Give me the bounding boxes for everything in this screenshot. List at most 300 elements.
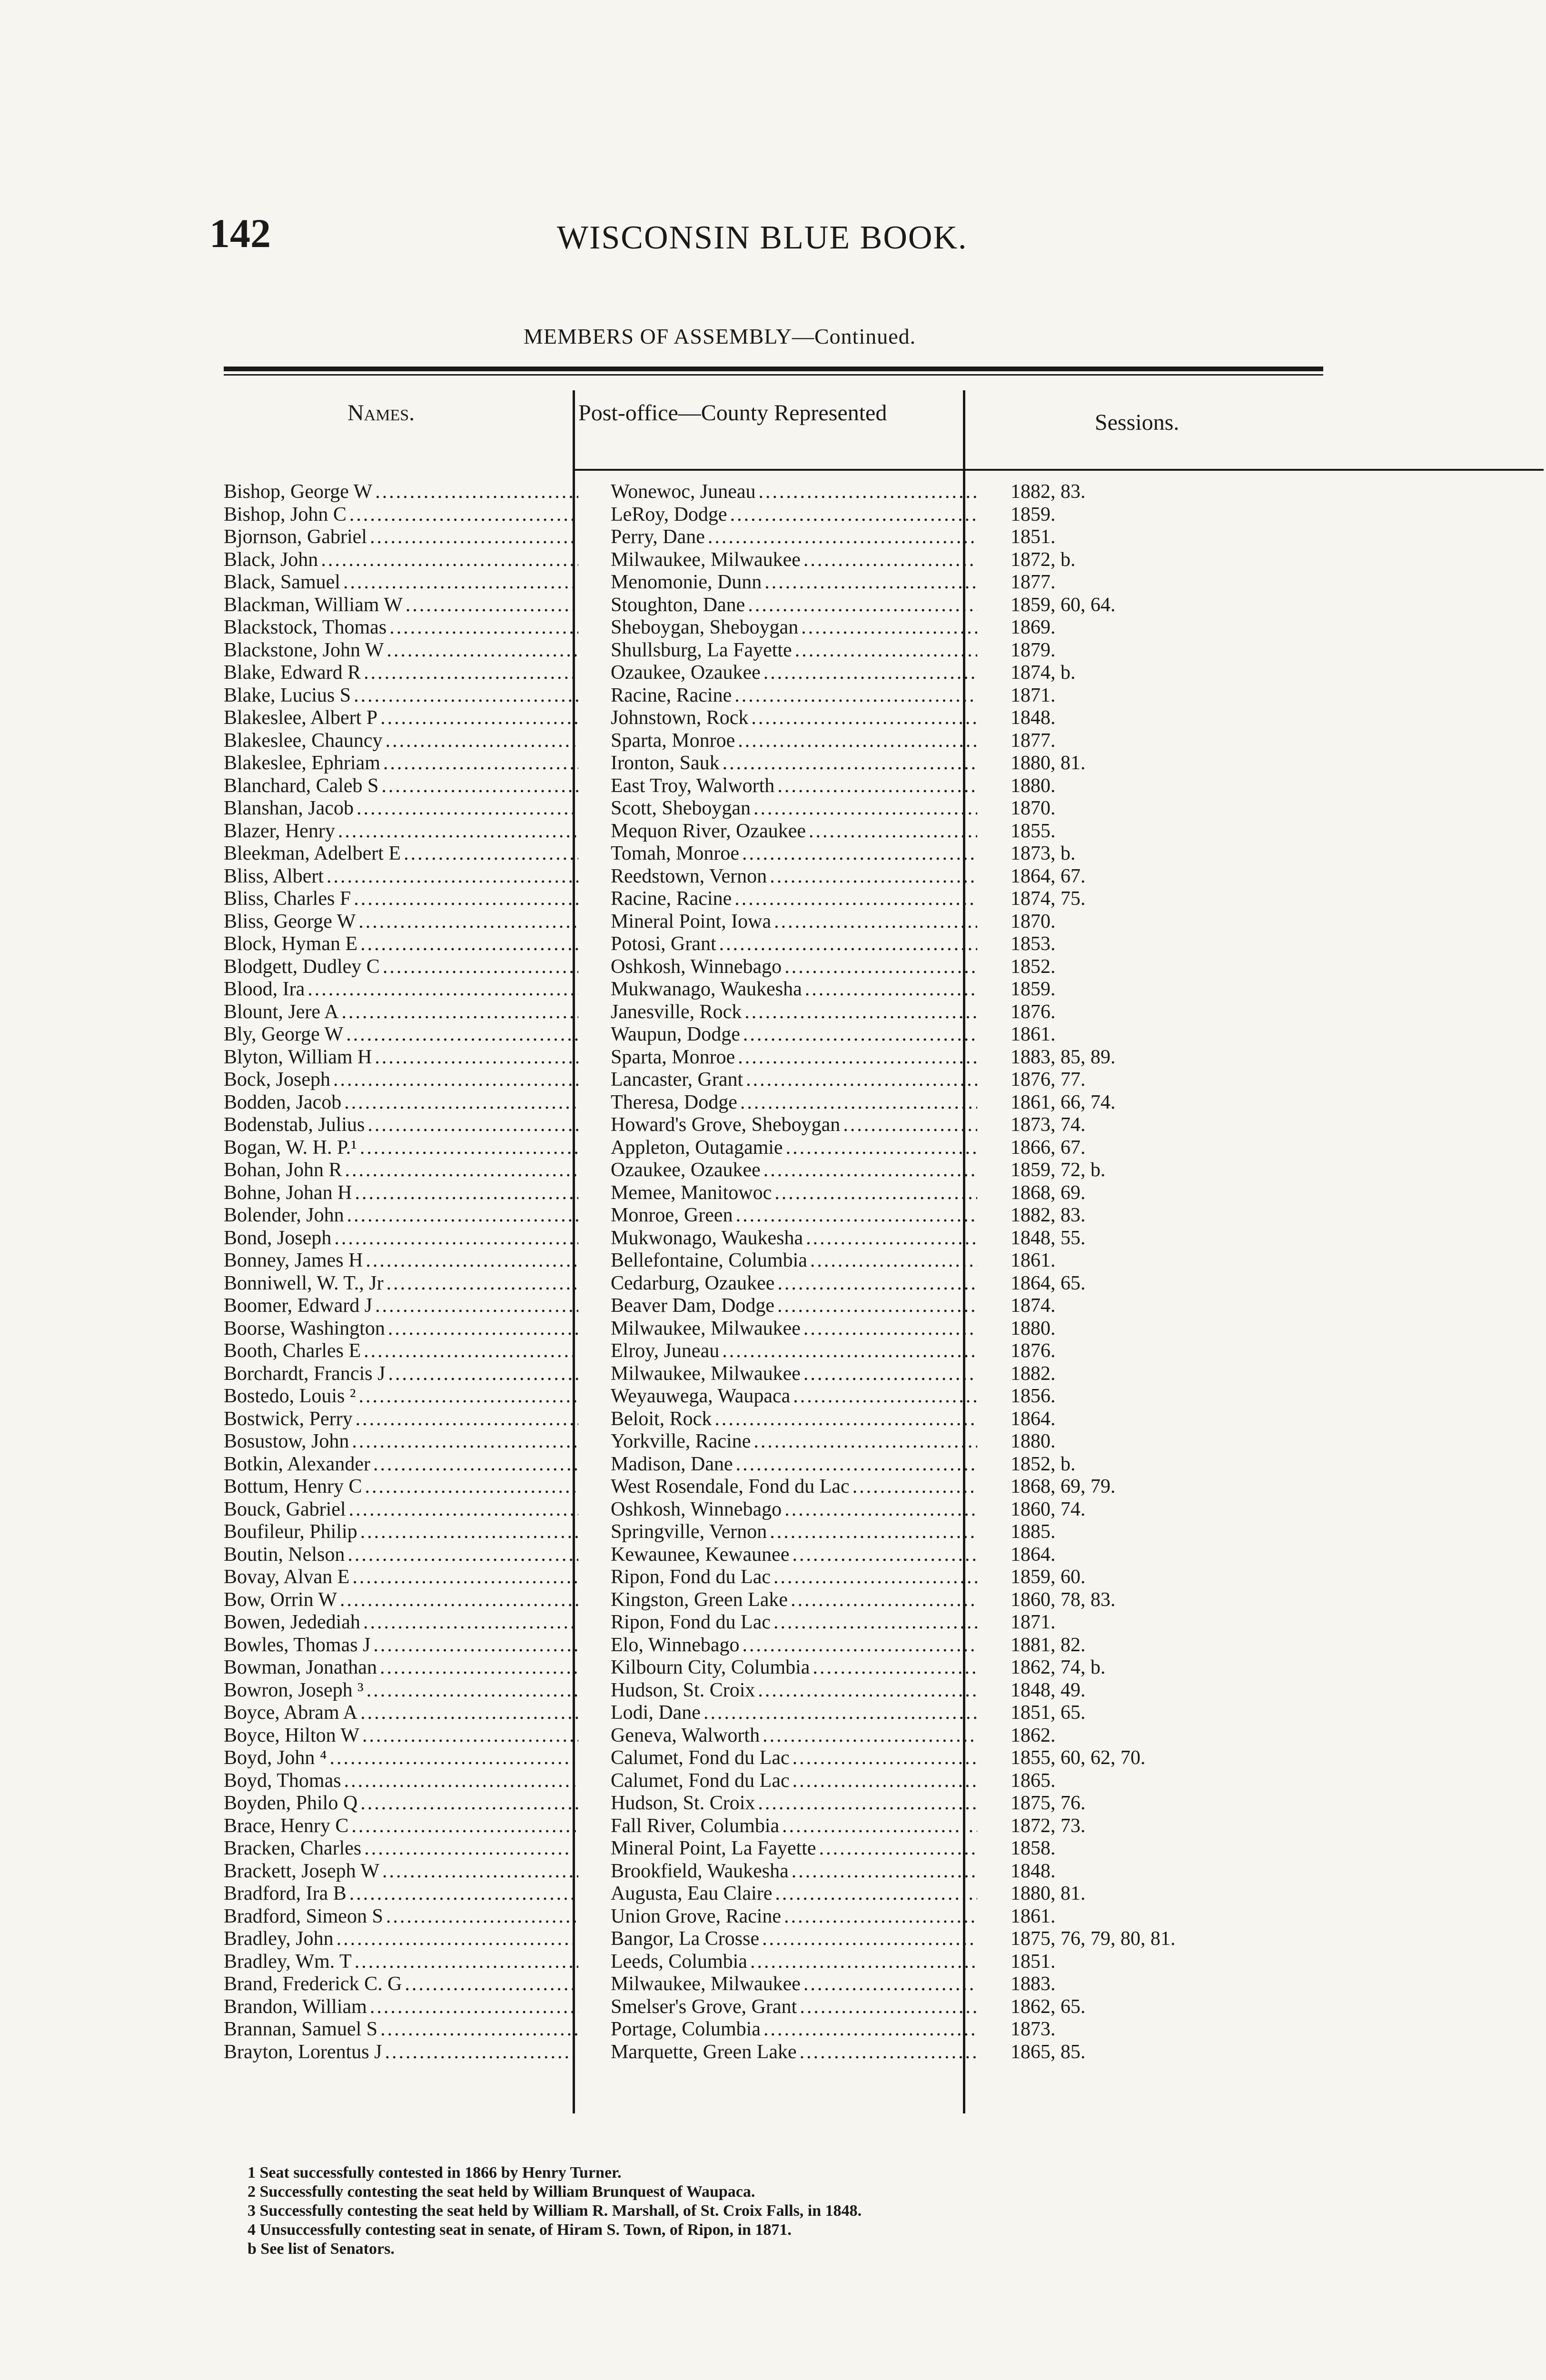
member-name: Bodenstab, Julius: [224, 1114, 365, 1136]
table-row: [224, 1001, 1323, 1024]
post-office-county-cell: [587, 775, 987, 798]
post-office-county: Elo, Winnebago: [611, 1634, 740, 1656]
post-office-county-cell: [587, 1069, 987, 1091]
leader-dots: [800, 2041, 977, 2064]
sessions: 1852.: [1011, 955, 1056, 978]
post-office-county: Johnstown, Rock: [611, 707, 749, 729]
leader-dots: [708, 526, 977, 549]
sessions: 1873, b.: [1011, 843, 1076, 864]
sessions-cell: [987, 481, 1277, 504]
member-name: Bly, George W: [224, 1023, 344, 1045]
leader-dots: [386, 639, 578, 662]
leader-dots: [704, 1702, 977, 1725]
leader-dots: [352, 1566, 578, 1589]
leader-dots: [819, 1837, 977, 1860]
table-row: [224, 911, 1323, 933]
sessions: 1852, b.: [1011, 1453, 1076, 1475]
sessions: 1861.: [1011, 1023, 1056, 1045]
leader-dots: [809, 820, 977, 843]
member-name: Brayton, Lorentus J: [224, 2041, 382, 2063]
member-name: Bogan, W. H. P.¹: [224, 1136, 357, 1159]
post-office-county: Ripon, Fond du Lac: [611, 1566, 771, 1588]
sessions: 1882.: [1011, 1362, 1056, 1385]
member-name: Bohne, Johan H: [224, 1181, 352, 1204]
leader-dots: [341, 1001, 578, 1024]
sessions-cell: [987, 1295, 1277, 1318]
sessions: 1880.: [1011, 774, 1056, 797]
sessions: 1859, 60, 64.: [1011, 594, 1116, 616]
table-row: [224, 526, 1323, 549]
sessions: 1880, 81.: [1011, 752, 1086, 774]
table-row: [224, 1227, 1323, 1250]
leader-dots: [803, 549, 977, 572]
member-name: Blakeslee, Albert P: [224, 707, 378, 729]
leader-dots: [343, 571, 578, 594]
post-office-county-cell: [587, 978, 987, 1001]
member-name: Blake, Lucius S: [224, 684, 351, 706]
sessions-cell: [987, 775, 1277, 798]
member-name: Blakeslee, Chauncy: [224, 729, 383, 752]
post-office-county: Reedstown, Vernon: [611, 865, 767, 887]
post-office-county-cell: [587, 1905, 987, 1928]
member-name: Bolender, John: [224, 1204, 344, 1226]
post-office-county: Madison, Dane: [611, 1453, 733, 1475]
member-name: Bowron, Joseph ³: [224, 1679, 364, 1701]
member-name-cell: [224, 1295, 587, 1318]
member-name-cell: [224, 1001, 587, 1024]
table-row: [224, 1996, 1323, 2019]
sessions: 1868, 69, 79.: [1011, 1476, 1116, 1497]
table-row: [224, 1770, 1323, 1793]
table-row: [224, 616, 1323, 639]
leader-dots: [357, 797, 578, 820]
sessions-cell: [987, 1114, 1277, 1137]
member-name-cell: [224, 1159, 587, 1182]
leader-dots: [714, 1408, 977, 1431]
table-row: [224, 933, 1323, 956]
leader-dots: [362, 1725, 578, 1747]
leader-dots: [738, 730, 977, 753]
post-office-county-cell: [587, 1589, 987, 1612]
table-row: [224, 504, 1323, 526]
member-name: Boomer, Edward J: [224, 1295, 373, 1317]
post-office-county-cell: [587, 1837, 987, 1860]
post-office-county: Tomah, Monroe: [611, 843, 740, 864]
sessions: 1860, 74.: [1011, 1498, 1086, 1520]
sessions: 1883, 85, 89.: [1011, 1046, 1116, 1068]
sessions-cell: [987, 1046, 1277, 1069]
leader-dots: [307, 978, 578, 1001]
post-office-county: Potosi, Grant: [611, 933, 716, 955]
post-office-county-cell: [587, 1725, 987, 1747]
sessions: 1851.: [1011, 1950, 1056, 1973]
leader-dots: [380, 2018, 578, 2041]
post-office-county-cell: [587, 1521, 987, 1544]
post-office-county: Shullsburg, La Fayette: [611, 639, 792, 661]
leader-dots: [763, 662, 977, 684]
sessions: 1880.: [1011, 1430, 1056, 1452]
post-office-county: LeRoy, Dodge: [611, 503, 727, 526]
post-office-county-cell: [587, 1996, 987, 2019]
sessions: 1871.: [1011, 1611, 1056, 1633]
post-office-county: Milwaukee, Milwaukee: [611, 548, 801, 571]
sessions: 1872, 73.: [1011, 1815, 1086, 1837]
table-row: [224, 1430, 1323, 1453]
post-office-county: Wonewoc, Juneau: [611, 481, 756, 503]
sessions-cell: [987, 2041, 1277, 2064]
member-name-cell: [224, 888, 587, 911]
post-office-county-cell: [587, 2018, 987, 2041]
leader-dots: [358, 1385, 578, 1408]
member-name-cell: [224, 1408, 587, 1431]
member-name-cell: [224, 1340, 587, 1363]
post-office-county: Fall River, Columbia: [611, 1815, 780, 1837]
sessions-cell: [987, 1566, 1277, 1589]
table-row: [224, 843, 1323, 865]
member-name-cell: [224, 865, 587, 888]
member-name: Bovay, Alvan E: [224, 1566, 350, 1588]
leader-dots: [364, 1837, 578, 1860]
member-name: Blake, Edward R: [224, 662, 361, 684]
post-office-county-cell: [587, 1204, 987, 1227]
post-office-county-cell: [587, 797, 987, 820]
member-name-cell: [224, 1566, 587, 1589]
member-name-cell: [224, 1951, 587, 1973]
post-office-county: Ripon, Fond du Lac: [611, 1611, 771, 1633]
sessions: 1855, 60, 62, 70.: [1011, 1747, 1146, 1769]
table-row: [224, 1023, 1323, 1046]
member-name-cell: [224, 1883, 587, 1905]
member-name-cell: [224, 1544, 587, 1567]
sessions-cell: [987, 526, 1277, 549]
sessions-cell: [987, 865, 1277, 888]
post-office-county: Kilbourn City, Columbia: [611, 1656, 810, 1678]
table-row: [224, 549, 1323, 572]
member-name: Blanchard, Caleb S: [224, 774, 379, 797]
sessions-cell: [987, 1250, 1277, 1272]
post-office-county: Ozaukee, Ozaukee: [611, 662, 761, 684]
post-office-county-cell: [587, 1634, 987, 1657]
post-office-county-cell: [587, 865, 987, 888]
member-name: Blodgett, Dudley C: [224, 955, 380, 978]
post-office-county-cell: [587, 1702, 987, 1725]
leader-dots: [784, 1498, 977, 1521]
post-office-county-cell: [587, 662, 987, 684]
sessions-cell: [987, 1815, 1277, 1838]
sessions: 1851, 65.: [1011, 1702, 1086, 1724]
leader-dots: [360, 933, 578, 956]
post-office-county: Weyauwega, Waupaca: [611, 1385, 791, 1407]
table-row: [224, 1634, 1323, 1657]
table-row: [224, 1385, 1323, 1408]
post-office-county-cell: [587, 1001, 987, 1024]
post-office-county-cell: [587, 1318, 987, 1340]
sessions: 1859.: [1011, 978, 1056, 1000]
member-name-cell: [224, 684, 587, 707]
leader-dots: [762, 1928, 977, 1951]
post-office-county-cell: [587, 843, 987, 865]
sessions: 1859.: [1011, 503, 1056, 526]
member-name: Boyd, John ⁴: [224, 1747, 327, 1769]
member-name: Bostwick, Perry: [224, 1408, 353, 1430]
member-name: Bowles, Thomas J: [224, 1634, 371, 1656]
member-name: Bostedo, Louis ²: [224, 1385, 356, 1407]
table-row: [224, 1702, 1323, 1725]
sessions-cell: [987, 1883, 1277, 1905]
sessions: 1874, b.: [1011, 662, 1076, 684]
footnotes: [248, 2163, 1295, 2259]
sessions-cell: [987, 1860, 1277, 1883]
table-row: [224, 662, 1323, 684]
sessions-cell: [987, 1476, 1277, 1498]
post-office-county: Beaver Dam, Dodge: [611, 1295, 775, 1317]
leader-dots: [386, 1905, 578, 1928]
table-row: [224, 684, 1323, 707]
post-office-county: Scott, Sheboygan: [611, 797, 751, 819]
sessions: 1851.: [1011, 526, 1056, 548]
sessions-cell: [987, 1227, 1277, 1250]
sessions: 1862.: [1011, 1724, 1056, 1746]
leader-dots: [367, 1114, 578, 1137]
leader-dots: [373, 1453, 578, 1476]
sessions-cell: [987, 1611, 1277, 1634]
sessions: 1859, 60.: [1011, 1566, 1086, 1588]
leader-dots: [349, 504, 578, 526]
post-office-county-cell: [587, 1973, 987, 1996]
leader-dots: [748, 594, 977, 617]
leader-dots: [775, 1883, 977, 1905]
post-office-county-cell: [587, 1928, 987, 1951]
member-name-cell: [224, 1792, 587, 1815]
member-name: Blackstock, Thomas: [224, 616, 387, 638]
post-office-county-cell: [587, 1860, 987, 1883]
member-name: Bonniwell, W. T., Jr: [224, 1272, 384, 1294]
leader-dots: [340, 1589, 578, 1612]
sessions-cell: [987, 1385, 1277, 1408]
leader-dots: [344, 1770, 578, 1793]
post-office-county: Hudson, St. Croix: [611, 1679, 755, 1701]
member-name: Bradley, Wm. T: [224, 1950, 352, 1973]
member-name-cell: [224, 752, 587, 775]
member-name-cell: [224, 549, 587, 572]
leader-dots: [773, 1611, 977, 1634]
sessions-cell: [987, 1069, 1277, 1091]
member-name-cell: [224, 594, 587, 617]
leader-dots: [381, 775, 578, 798]
table-row: [224, 730, 1323, 753]
member-name-cell: [224, 1521, 587, 1544]
post-office-county-cell: [587, 616, 987, 639]
table-row: [224, 1498, 1323, 1521]
leader-dots: [784, 1905, 977, 1928]
leader-dots: [347, 1544, 578, 1567]
leader-dots: [354, 888, 578, 911]
member-name-cell: [224, 1747, 587, 1770]
member-name: Boyce, Abram A: [224, 1702, 358, 1724]
leader-dots: [360, 1137, 578, 1160]
post-office-county: West Rosendale, Fond du Lac: [611, 1476, 850, 1497]
sessions: 1858.: [1011, 1837, 1056, 1859]
sessions-cell: [987, 1001, 1277, 1024]
leader-dots: [774, 1182, 977, 1205]
member-name: Blanshan, Jacob: [224, 797, 354, 819]
leader-dots: [723, 752, 977, 775]
sessions: 1873.: [1011, 2018, 1056, 2040]
member-name-cell: [224, 2041, 587, 2064]
leader-dots: [750, 1951, 977, 1973]
post-office-county-cell: [587, 481, 987, 504]
leader-dots: [389, 616, 578, 639]
leader-dots: [852, 1476, 977, 1498]
leader-dots: [813, 1656, 977, 1679]
assembly-members-table: [224, 390, 1323, 2128]
member-name-cell: [224, 730, 587, 753]
table-row: [224, 2041, 1323, 2064]
post-office-county: Smelser's Grove, Grant: [611, 1995, 797, 2018]
member-name: Brandon, William: [224, 1995, 367, 2018]
table-row: [224, 481, 1323, 504]
sessions: 1864.: [1011, 1543, 1056, 1566]
member-name: Boyden, Philo Q: [224, 1792, 358, 1814]
member-name-cell: [224, 1725, 587, 1747]
member-name: Bodden, Jacob: [224, 1091, 342, 1113]
post-office-county-cell: [587, 1951, 987, 1973]
table-row: [224, 1159, 1323, 1182]
sessions-cell: [987, 1272, 1277, 1295]
post-office-county: Marquette, Green Lake: [611, 2041, 797, 2063]
leader-dots: [744, 1001, 977, 1024]
sessions: 1873, 74.: [1011, 1114, 1086, 1136]
post-office-county: Elroy, Juneau: [611, 1340, 720, 1362]
post-office-county-cell: [587, 1091, 987, 1114]
member-name: Bliss, Charles F: [224, 888, 351, 910]
sessions-cell: [987, 1973, 1277, 1996]
post-office-county: Bangor, La Crosse: [611, 1928, 760, 1950]
leader-dots: [388, 1363, 578, 1386]
post-office-county-cell: [587, 1159, 987, 1182]
leader-dots: [770, 865, 977, 888]
leader-dots: [758, 1679, 977, 1702]
leader-dots: [801, 616, 977, 639]
post-office-county-cell: [587, 684, 987, 707]
leader-dots: [405, 1973, 578, 1996]
leader-dots: [330, 1747, 578, 1770]
leader-dots: [333, 1069, 578, 1091]
post-office-county: Ozaukee, Ozaukee: [611, 1159, 761, 1181]
member-name-cell: [224, 1182, 587, 1205]
leader-dots: [743, 1023, 977, 1046]
leader-dots: [334, 1227, 578, 1250]
sessions: 1848.: [1011, 1860, 1056, 1882]
sessions-cell: [987, 1589, 1277, 1612]
footnote: 4 Unsuccessfully contesting seat in senate, of Hiram S. Town, of Ripon, in 1871.: [248, 2221, 792, 2239]
leader-dots: [356, 1408, 578, 1431]
sessions: 1883.: [1011, 1973, 1056, 1995]
leader-dots: [719, 933, 977, 956]
member-name: Bow, Orrin W: [224, 1588, 337, 1611]
member-name-cell: [224, 1498, 587, 1521]
table-row: [224, 1046, 1323, 1069]
member-name: Brannan, Samuel S: [224, 2018, 378, 2040]
sessions: 1874, 75.: [1011, 888, 1086, 910]
leader-dots: [375, 1295, 578, 1318]
table-row: [224, 1837, 1323, 1860]
member-name: Booth, Charles E: [224, 1340, 361, 1362]
sessions: 1861, 66, 74.: [1011, 1091, 1116, 1113]
leader-dots: [746, 1069, 977, 1091]
leader-dots: [742, 1634, 977, 1657]
sessions-cell: [987, 1182, 1277, 1205]
member-name: Bleekman, Adelbert E: [224, 843, 401, 864]
post-office-county-cell: [587, 1566, 987, 1589]
leader-dots: [806, 1227, 977, 1250]
post-office-county-cell: [587, 1250, 987, 1272]
table-subtitle: MEMBERS OF ASSEMBLY—Continued.: [524, 324, 916, 348]
member-name-cell: [224, 639, 587, 662]
post-office-county: Ironton, Sauk: [611, 752, 720, 774]
post-office-county: Oshkosh, Winnebago: [611, 955, 782, 978]
leader-dots: [800, 1996, 977, 2019]
post-office-county: Stoughton, Dane: [611, 594, 745, 616]
leader-dots: [803, 1973, 977, 1996]
member-name-cell: [224, 616, 587, 639]
member-name-cell: [224, 1069, 587, 1091]
post-office-county-cell: [587, 1408, 987, 1431]
leader-dots: [382, 1860, 578, 1883]
member-name-cell: [224, 911, 587, 933]
member-name: Boutin, Nelson: [224, 1543, 345, 1566]
member-name-cell: [224, 1272, 587, 1295]
sessions: 1881, 82.: [1011, 1634, 1086, 1656]
member-name: Boyd, Thomas: [224, 1769, 341, 1792]
sessions-cell: [987, 549, 1277, 572]
post-office-county-cell: [587, 1476, 987, 1498]
table-row: [224, 1340, 1323, 1363]
leader-dots: [365, 1476, 579, 1498]
post-office-county-cell: [587, 504, 987, 526]
member-name-cell: [224, 707, 587, 730]
leader-dots: [777, 1295, 977, 1318]
leader-dots: [793, 1747, 977, 1770]
leader-dots: [338, 820, 578, 843]
sessions: 1872, b.: [1011, 548, 1076, 571]
leader-dots: [759, 481, 977, 504]
table-row: [224, 1792, 1323, 1815]
leader-dots: [784, 956, 977, 979]
leader-dots: [404, 843, 578, 865]
leader-dots: [360, 1702, 578, 1725]
table-row: [224, 1566, 1323, 1589]
member-name: Blackman, William W: [224, 594, 403, 616]
table-row: [224, 752, 1323, 775]
post-office-county: East Troy, Walworth: [611, 774, 775, 797]
member-name: Bond, Joseph: [224, 1227, 332, 1249]
member-name-cell: [224, 2018, 587, 2041]
post-office-county-cell: [587, 820, 987, 843]
post-office-county: Perry, Dane: [611, 526, 705, 548]
post-office-county-cell: [587, 1295, 987, 1318]
sessions: 1859, 72, b.: [1011, 1159, 1106, 1181]
leader-dots: [782, 1815, 977, 1838]
leader-dots: [360, 1521, 578, 1544]
post-office-county-cell: [587, 1747, 987, 1770]
member-name-cell: [224, 1091, 587, 1114]
member-name: Blackstone, John W: [224, 639, 384, 661]
post-office-county: Kewaunee, Kewaunee: [611, 1543, 790, 1566]
table-row: [224, 820, 1323, 843]
member-name: Block, Hyman E: [224, 933, 358, 955]
post-office-county-cell: [587, 1611, 987, 1634]
